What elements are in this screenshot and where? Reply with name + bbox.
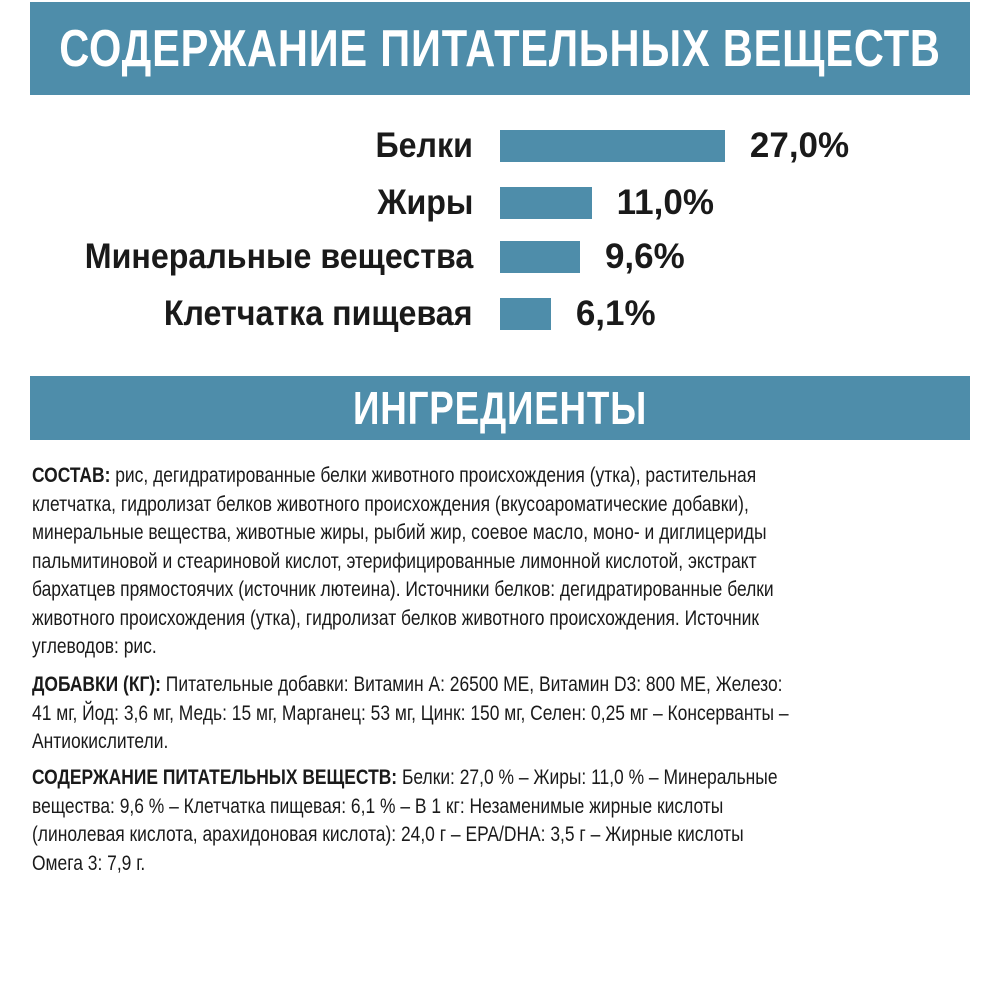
text-line: вещества: 9,6 % – Клетчатка пищевая: 6,1 % – В 1 кг: Незаменимые жирные кислоты (32, 794, 724, 818)
text-line: рис, дегидратированные белки животного происхождения (утка), растительная (110, 464, 757, 487)
nutrients-title: СОДЕРЖАНИЕ ПИТАТЕЛЬНЫХ ВЕЩЕСТВ (59, 19, 941, 78)
text-line: 41 мг, Йод: 3,6 мг, Медь: 15 мг, Марганец: 53 мг, Цинк: 150 мг, Селен: 0,25 мг – Консерванты – (32, 701, 789, 725)
bar (500, 241, 580, 273)
bar-value-label: 9,6% (604, 237, 685, 276)
text-line: минеральные вещества, животные жиры, рыбий жир, соевое масло, моно- и диглицериды (32, 521, 767, 544)
bar (500, 187, 592, 219)
bar-label: Минеральные вещества (84, 237, 473, 276)
nutrient-content-label: СОДЕРЖАНИЕ ПИТАТЕЛЬНЫХ ВЕЩЕСТВ: (32, 766, 398, 789)
bar (500, 298, 551, 330)
bar-label: Клетчатка пищевая (164, 294, 473, 333)
bar (500, 130, 725, 162)
nutrient-content-paragraph (32, 764, 778, 878)
chart-row (0, 126, 1000, 166)
chart-row (0, 294, 1000, 334)
text-line: клетчатка, гидролизат белков животного происхождения (вкусоароматические добавки), (32, 492, 749, 516)
nutrients-header (30, 2, 970, 95)
chart-row (0, 183, 1000, 223)
text-line: Омега 3: 7,9 г. (32, 851, 146, 875)
text-line: (линолевая кислота, арахидоновая кислота): 24,0 г – EPA/DHA: 3,5 г – Жирные кислоты (32, 823, 744, 846)
ingredients-title: ИНГРЕДИЕНТЫ (352, 382, 648, 434)
bar-value-label: 6,1% (575, 294, 656, 333)
text-line: Антиокислители. (32, 730, 169, 753)
ingredients-header (30, 376, 970, 440)
text-line: Белки: 27,0 % – Жиры: 11,0 % – Минеральные (397, 766, 778, 789)
bar-label: Белки (375, 126, 473, 165)
text-line: животного происхождения (утка), гидролизат белков животного происхождения. Источник (32, 606, 760, 630)
composition-label: СОСТАВ: (32, 464, 111, 487)
bar-value-label: 27,0% (749, 126, 850, 165)
text-line: углеводов: рис. (32, 635, 157, 658)
chart-row (0, 237, 1000, 277)
composition-paragraph (32, 462, 774, 662)
text-line: пальмитиновой и стеариновой кислот, этерифицированные лимонной кислотой, экстракт (32, 549, 757, 573)
text-line: бархатцев прямостоячих (источник лютеина). Источники белков: дегидратированные белки (32, 578, 774, 601)
bar-value-label: 11,0% (616, 183, 714, 222)
additives-paragraph (32, 671, 789, 757)
text-line: Питательные добавки: Витамин А: 26500 МЕ, Витамин D3: 800 МЕ, Железо: (160, 673, 783, 696)
additives-label: ДОБАВКИ (КГ): (32, 673, 161, 696)
bar-label: Жиры (376, 183, 473, 222)
